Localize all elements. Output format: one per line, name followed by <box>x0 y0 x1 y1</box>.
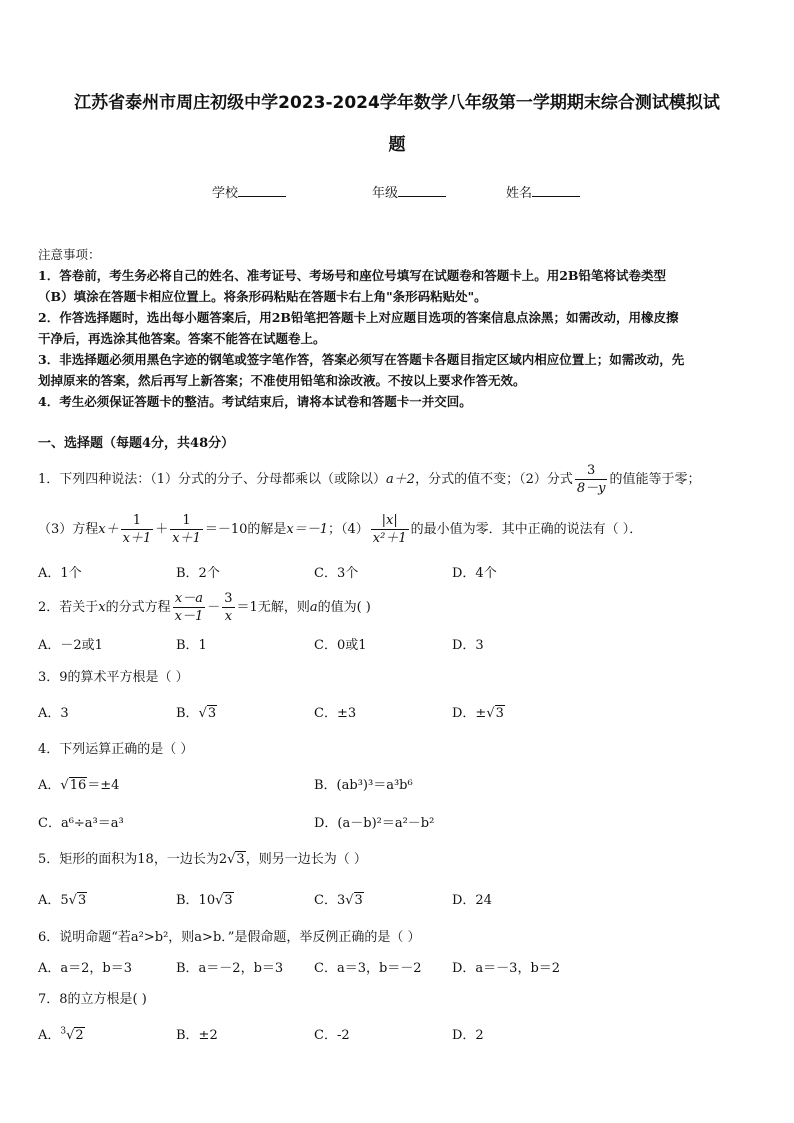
notes-heading: 注意事项： <box>38 247 101 262</box>
option-b[interactable]: B．a＝－2，b＝3 <box>176 961 284 976</box>
notes-line: 划掉原来的答案，然后再写上新答案；不准使用铅笔和涂改液。不按以上要求作答无效。 <box>38 373 526 388</box>
grade-field <box>372 182 446 201</box>
option-a[interactable]: A．3 <box>38 706 69 721</box>
option-d[interactable]: D．4个 <box>452 566 497 581</box>
grade-blank <box>398 184 446 197</box>
sqrt-expression: √3 <box>215 893 233 908</box>
page-title-continued: 题 <box>388 135 406 155</box>
fraction-numerator: 1 <box>170 512 203 530</box>
radicand: 3 <box>77 893 87 908</box>
school-label: 学校 <box>212 186 239 201</box>
fraction <box>222 590 234 625</box>
option-label: A． <box>38 778 61 793</box>
fraction <box>170 512 203 547</box>
option-c[interactable]: C．-2 <box>314 1028 350 1043</box>
question-text: 的值能等于零； <box>609 472 701 487</box>
school-field <box>212 182 286 201</box>
question-7: 7．8的立方根是( ) <box>38 992 147 1007</box>
question-text: ，分式的值不变；（2）分式 <box>415 472 573 487</box>
option-label: B．10 <box>176 893 216 908</box>
radicand: 2 <box>75 1028 84 1043</box>
option-b[interactable]: B．2个 <box>176 566 220 581</box>
option-d[interactable]: D．(a－b)²＝a²－b² <box>314 816 435 831</box>
option-b[interactable] <box>176 889 234 908</box>
sqrt-expression: √3 <box>345 893 363 908</box>
name-field <box>506 182 580 201</box>
question-text: ＝－10的解是 <box>204 522 287 537</box>
option-label: B． <box>176 706 199 721</box>
fraction-denominator: x <box>224 609 233 624</box>
cube-root-expression: √2 <box>66 1028 84 1043</box>
question-text: ＝1无解，则 <box>236 600 310 615</box>
fraction-denominator: x＋1 <box>122 531 152 546</box>
operator: ＋ <box>155 522 169 537</box>
option-c[interactable]: C．a⁶÷a³＝a³ <box>38 816 124 831</box>
notes-line: 4．考生必须保证答题卡的整洁。考试结束后，请将本试卷和答题卡一并交回。 <box>38 394 472 409</box>
radicand: 16 <box>69 778 87 793</box>
radicand: 3 <box>207 706 217 721</box>
fraction-numerator: 3 <box>224 591 233 606</box>
option-label: A． <box>38 1028 61 1043</box>
option-c[interactable] <box>314 889 364 908</box>
fraction-numerator: x－a <box>173 590 206 608</box>
question-text: ，则另一边长为（ ） <box>245 852 367 867</box>
option-text: ＝±4 <box>87 778 120 793</box>
option-label: C．3 <box>314 893 346 908</box>
operator: － <box>207 600 221 615</box>
notes-line: 2．作答选择题时，选出每小题答案后，用2B铅笔把答题卡上对应题目选项的答案信息点涂黑；如需改动，用橡皮擦 <box>38 310 679 325</box>
option-c[interactable]: C．3个 <box>314 566 359 581</box>
math-expression: x＋ <box>98 522 119 537</box>
question-1-continued <box>38 512 642 547</box>
question-text: 5．矩形的面积为18，一边长为 <box>38 852 219 867</box>
fraction-denominator: x－1 <box>174 609 204 624</box>
fraction-denominator: x＋1 <box>172 531 201 546</box>
sqrt-expression: √3 <box>68 893 87 908</box>
radicand: 3 <box>236 852 245 867</box>
option-c[interactable]: C．±3 <box>314 706 357 721</box>
option-c[interactable]: C．0或1 <box>314 638 367 653</box>
fraction-numerator: 1 <box>121 512 154 530</box>
name-blank <box>532 184 580 197</box>
page-title: 江苏省泰州市周庄初级中学2023-2024学年数学八年级第一学期期末综合测试模拟试 <box>74 93 720 113</box>
notes-line: （B）填涂在答题卡相应位置上。将条形码粘贴在答题卡右上角"条形码粘贴处"。 <box>38 289 487 304</box>
fraction <box>575 462 608 497</box>
option-d[interactable] <box>452 702 505 721</box>
option-d[interactable]: D．2 <box>452 1028 484 1043</box>
option-label: A．5 <box>38 893 69 908</box>
question-text: 的值为( ) <box>317 600 371 615</box>
radicand: 3 <box>354 893 363 908</box>
question-text: 的分式方程 <box>105 600 171 615</box>
radicand: 3 <box>224 893 233 908</box>
grade-label: 年级 <box>372 186 399 201</box>
variable: x <box>98 600 106 615</box>
fraction-numerator: 3 <box>575 462 608 480</box>
sqrt-expression: √3 <box>227 852 245 867</box>
option-a[interactable] <box>38 1024 85 1043</box>
option-b[interactable] <box>176 702 217 721</box>
option-c[interactable]: C．a＝3，b＝－2 <box>314 961 422 976</box>
option-a[interactable]: A．1个 <box>38 566 82 581</box>
fraction-numerator: |x| <box>371 512 409 530</box>
option-b[interactable]: B．±2 <box>176 1028 218 1043</box>
question-3: 3．9的算术平方根是（ ） <box>38 670 189 685</box>
name-label: 姓名 <box>506 186 533 201</box>
notes-block <box>38 244 684 412</box>
notes-line: 3．非选择题必须用黑色字迹的钢笔或签字笔作答，答案必须写在答题卡各题目指定区域内相应位置上；如需改动，先 <box>38 352 685 367</box>
question-5 <box>38 848 367 867</box>
question-text: 2．若关于 <box>38 600 99 615</box>
question-4: 4．下列运算正确的是（ ） <box>38 742 194 757</box>
fraction <box>371 512 409 547</box>
section-heading: 一、选择题（每题4分，共48分） <box>38 436 235 451</box>
question-text: （3）方程 <box>38 522 99 537</box>
math-expression: a＋2 <box>386 472 416 487</box>
option-a[interactable]: A．a＝2，b＝3 <box>38 961 133 976</box>
fraction-denominator: x²＋1 <box>372 531 407 546</box>
sqrt-expression: √16 <box>60 778 87 793</box>
question-text: 1．下列四种说法：（1）分式的分子、分母都乘以（或除以） <box>38 472 387 487</box>
question-6: 6．说明命题“若a²>b²，则a>b．”是假命题，举反例正确的是（ ） <box>38 930 421 945</box>
option-b[interactable]: B．(ab³)³＝a³b⁶ <box>314 778 413 793</box>
school-blank <box>238 184 286 197</box>
option-a[interactable] <box>38 889 87 908</box>
sqrt-expression: √3 <box>198 706 217 721</box>
question-text: ；（4） <box>328 522 369 537</box>
notes-line: 干净后，再选涂其他答案。答案不能答在试题卷上。 <box>38 331 326 346</box>
fraction-denominator: 8－y <box>576 481 606 496</box>
option-b[interactable]: B．1 <box>176 638 207 653</box>
question-1 <box>38 462 701 497</box>
variable: a <box>309 600 318 615</box>
sqrt-expression: √3 <box>486 706 504 721</box>
fraction <box>121 512 154 547</box>
notes-line: 1．答卷前，考生务必将自己的姓名、准考证号、考场号和座位号填写在试题卷和答题卡上。用2B铅笔将试卷类型 <box>38 268 666 283</box>
math-expression: x＝－1 <box>286 522 329 537</box>
question-2 <box>38 590 371 625</box>
radicand: 3 <box>495 706 504 721</box>
option-a[interactable]: A．－2或1 <box>38 638 103 653</box>
fraction <box>173 590 206 625</box>
question-text: 的最小值为零．其中正确的说法有（ ）． <box>410 522 643 537</box>
option-d[interactable]: D．24 <box>452 893 492 908</box>
root-index: 3 <box>60 1026 67 1037</box>
option-d[interactable]: D．a＝－3，b＝2 <box>452 961 561 976</box>
option-a[interactable] <box>38 774 119 793</box>
coefficient: 2 <box>218 852 228 867</box>
option-label: D．± <box>452 706 487 721</box>
option-d[interactable]: D．3 <box>452 638 484 653</box>
